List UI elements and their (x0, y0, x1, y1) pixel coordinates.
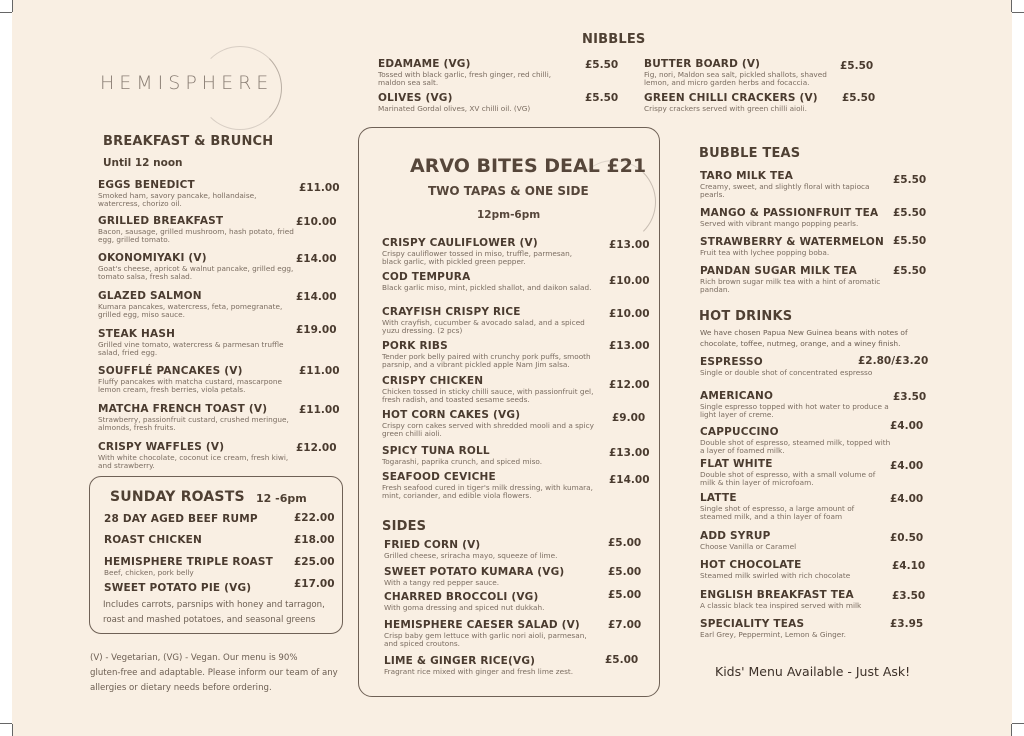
menu-item: ROAST CHICKEN (104, 534, 203, 546)
kids-menu-note: Kids' Menu Available - Just Ask! (715, 664, 911, 679)
menu-item: COD TEMPURA Black garlic miso, mint, pickled shallot, and daikon salad. (382, 271, 592, 292)
crop-mark (0, 723, 12, 724)
item-price: £4.00 (890, 460, 924, 472)
item-price: £13.00 (609, 447, 650, 459)
menu-item: SWEET POTATO KUMARA (VG) With a tangy red pepper sauce. (384, 566, 565, 587)
menu-item: ADD SYRUP Choose Vanilla or Caramel (700, 530, 797, 551)
item-price: £5.50 (842, 92, 876, 104)
item-price: £5.50 (893, 235, 927, 247)
crop-mark (12, 0, 13, 12)
item-price: £22.00 (294, 512, 335, 524)
menu-item: HOT CHOCOLATE Steamed milk swirled with rich chocolate (700, 559, 851, 580)
menu-item: PANDAN SUGAR MILK TEA Rich brown sugar milk tea with a hint of aromatic pandan. (700, 265, 881, 295)
menu-item: EGGS BENEDICT Smoked ham, savory pancake, hollandaise, watercress, chorizo oil. (98, 179, 257, 209)
item-price: £5.50 (893, 265, 927, 277)
item-price: £12.00 (296, 442, 337, 454)
item-price: £5.00 (605, 654, 639, 666)
item-price: £5.00 (608, 589, 642, 601)
logo-arc-decoration (198, 46, 282, 130)
roasts-note: Includes carrots, parsnips with honey and tarragon, roast and mashed potatoes, and seasonal greens (103, 600, 325, 625)
item-price: £14.00 (609, 474, 650, 486)
menu-item: CRISPY CAULIFLOWER (V) Crispy cauliflower tossed in miso, truffle, parmesan, black garlic, with pickled green pepper. (382, 237, 573, 267)
item-price: £11.00 (299, 365, 340, 377)
menu-page (12, 0, 1012, 736)
menu-item: TARO MILK TEA Creamy, sweet, and slightly floral with tapioca pearls. (700, 170, 870, 200)
menu-item: CHARRED BROCCOLI (VG) With goma dressing and spiced nut dukkah. (384, 591, 545, 612)
menu-item: HEMISPHERE CAESER SALAD (V) Crisp baby gem lettuce with garlic nori aioli, parmesan, and spiced croutons. (384, 619, 587, 649)
item-price: £5.50 (585, 59, 619, 71)
menu-item: OKONOMIYAKI (V) Goat's cheese, apricot & walnut pancake, grilled egg, tomato salsa, fresh salad. (98, 252, 294, 282)
menu-item: 28 DAY AGED BEEF RUMP (104, 513, 258, 525)
menu-item: ENGLISH BREAKFAST TEA A classic black tea inspired served with milk (700, 589, 862, 610)
crop-mark (0, 12, 12, 13)
menu-item: GREEN CHILLI CRACKERS (V) Crispy crackers served with green chilli aioli. (644, 92, 818, 113)
menu-item: FRIED CORN (V) Grilled cheese, sriracha mayo, squeeze of lime. (384, 539, 558, 560)
menu-item: STEAK HASH Grilled vine tomato, watercress & parmesan truffle salad, fried egg. (98, 328, 284, 358)
menu-item: SWEET POTATO PIE (VG) (104, 582, 252, 594)
sides-heading: SIDES (382, 519, 427, 534)
deal-subtitle: TWO TAPAS & ONE SIDE (428, 184, 589, 198)
item-price: £12.00 (609, 379, 650, 391)
menu-item: ESPRESSO Single or double shot of concentrated espresso (700, 356, 873, 377)
item-price: £5.00 (608, 537, 642, 549)
item-price: £5.00 (608, 566, 642, 578)
item-price: £13.00 (609, 239, 650, 251)
item-price: £13.00 (609, 340, 650, 352)
crop-mark (1012, 723, 1024, 724)
menu-item: SOUFFLÉ PANCAKES (V) Fluffy pancakes with matcha custard, mascarpone lemon cream, fresh berries, viola petals. (98, 365, 282, 395)
menu-item: MANGO & PASSIONFRUIT TEA Served with vibrant mango popping pearls. (700, 207, 879, 228)
item-price: £3.50 (893, 391, 927, 403)
item-price: £7.00 (608, 619, 642, 631)
crop-mark (1011, 724, 1012, 736)
item-price: £3.95 (890, 618, 924, 630)
menu-item: PORK RIBS Tender pork belly paired with crunchy pork puffs, smooth parsnip, and a vibrant pickled apple Nam Jim salsa. (382, 340, 591, 370)
item-price: £11.00 (299, 182, 340, 194)
menu-item: STRAWBERRY & WATERMELON Fruit tea with lychee popping boba. (700, 236, 884, 257)
item-price: £5.50 (840, 60, 874, 72)
item-price: £5.50 (893, 207, 927, 219)
menu-item: AMERICANO Single espresso topped with hot water to produce a light layer of creme. (700, 390, 889, 420)
item-price: £5.50 (893, 174, 927, 186)
item-price: £4.00 (890, 420, 924, 432)
menu-item: CRAYFISH CRISPY RICE With crayfish, cucumber & avocado salad, and a spiced yuzu dressing. (2 pcs) (382, 306, 585, 336)
menu-item: GLAZED SALMON Kumara pancakes, watercress, feta, pomegranate, grilled egg, miso sauce. (98, 290, 283, 320)
item-price: £10.00 (609, 275, 650, 287)
item-price: £4.00 (890, 493, 924, 505)
item-price: £0.50 (890, 532, 924, 544)
item-price: £5.50 (585, 92, 619, 104)
item-price: £10.00 (296, 216, 337, 228)
deal-time: 12pm-6pm (477, 209, 541, 221)
crop-mark (1012, 12, 1024, 13)
bubble-heading: BUBBLE TEAS (699, 146, 801, 161)
breakfast-subheading: Until 12 noon (103, 157, 183, 169)
dietary-note: (V) - Vegetarian, (VG) - Vegan. Our menu is 90% gluten-free and adaptable. Please inform our team of any allergies or dietary needs before ordering. (90, 653, 338, 693)
crop-mark (1011, 0, 1012, 12)
item-price: £19.00 (296, 324, 337, 336)
item-price: £2.80/£3.20 (858, 355, 929, 367)
breakfast-heading: BREAKFAST & BRUNCH (103, 134, 274, 149)
nibbles-heading: NIBBLES (582, 32, 646, 47)
menu-item: MATCHA FRENCH TOAST (V) Strawberry, passionfruit custard, crushed meringue, almonds, fresh fruits. (98, 403, 289, 433)
item-price: £17.00 (294, 578, 335, 590)
item-price: £18.00 (294, 534, 335, 546)
item-price: £11.00 (299, 404, 340, 416)
crop-mark (12, 724, 13, 736)
item-price: £3.50 (892, 590, 926, 602)
menu-item: HOT CORN CAKES (VG) Crispy corn cakes served with shredded mooli and a spicy green chilli aioli. (382, 409, 594, 439)
menu-item: SPICY TUNA ROLL Togarashi, paprika crunch, and spiced miso. (382, 445, 543, 466)
roasts-heading: SUNDAY ROASTS (110, 489, 245, 505)
item-price: £25.00 (294, 556, 335, 568)
item-price: £14.00 (296, 253, 337, 265)
menu-item: FLAT WHITE Double shot of espresso, with a small volume of milk & thin layer of microfoam. (700, 458, 876, 488)
menu-item: SPECIALITY TEAS Earl Grey, Peppermint, Lemon & Ginger. (700, 618, 846, 639)
roasts-time: 12 -6pm (256, 492, 307, 505)
menu-item: OLIVES (VG) Marinated Gordal olives, XV chilli oil. (VG) (378, 92, 531, 113)
deal-title: ARVO BITES DEAL £21 (410, 155, 647, 177)
menu-item: CAPPUCCINO Double shot of espresso, steamed milk, topped with a layer of foamed milk. (700, 426, 891, 456)
menu-item: SEAFOOD CEVICHE Fresh seafood cured in tiger's milk dressing, with kumara, mint, coriander, and edible viola flowers. (382, 471, 593, 501)
menu-item: CRISPY WAFFLES (V) With white chocolate, coconut ice cream, fresh kiwi, and strawberry. (98, 441, 289, 471)
menu-item: CRISPY CHICKEN Chicken tossed in sticky chilli sauce, with passionfruit gel, fresh radish, and toasted sesame seeds. (382, 375, 594, 405)
menu-item: EDAMAME (VG) Tossed with black garlic, fresh ginger, red chilli, maldon sea salt. (378, 58, 552, 88)
menu-item: GRILLED BREAKFAST Bacon, sausage, grilled mushroom, hash potato, fried egg, grilled tomato. (98, 215, 294, 245)
menu-item: HEMISPHERE TRIPLE ROAST Beef, chicken, pork belly (104, 556, 273, 577)
item-price: £14.00 (296, 291, 337, 303)
brand-logo: HEMISPHERE (100, 72, 274, 94)
item-price: £4.10 (892, 560, 926, 572)
menu-item: LIME & GINGER RICE(VG) Fragrant rice mixed with ginger and fresh lime zest. (384, 655, 574, 676)
hot-drinks-heading: HOT DRINKS (699, 309, 793, 324)
item-price: £10.00 (609, 308, 650, 320)
item-price: £9.00 (612, 412, 646, 424)
hot-drinks-intro: We have chosen Papua New Guinea beans with notes of chocolate, toffee, nutmeg, orange, and a winey finish. (700, 328, 908, 348)
menu-item: LATTE Single shot of espresso, a large amount of steamed milk, and a thin layer of foam (700, 492, 855, 522)
menu-item: BUTTER BOARD (V) Fig, nori, Maldon sea salt, pickled shallots, shaved lemon, and micro garden herbs and focaccia. (644, 58, 827, 88)
